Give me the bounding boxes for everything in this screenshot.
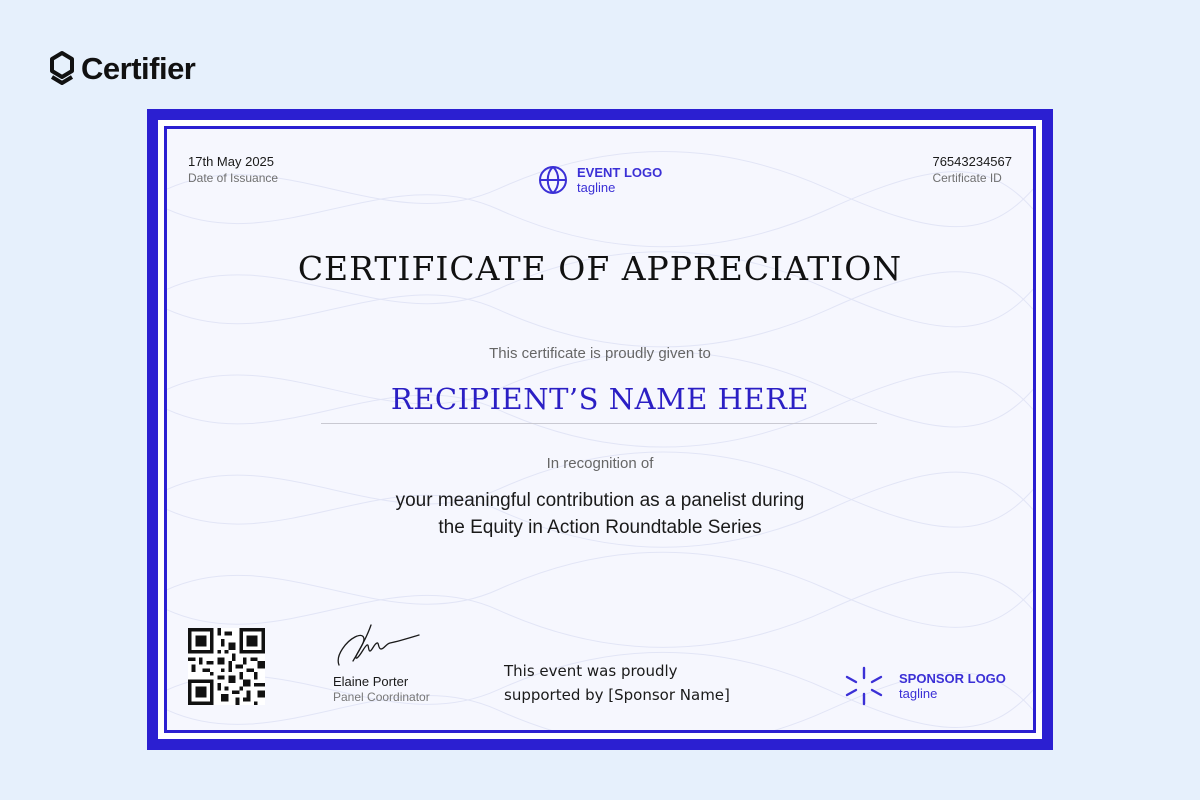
sponsor-support-text: [504, 659, 730, 707]
certificate-frame: [147, 109, 1053, 750]
certificate-id-label: Certificate ID: [932, 171, 1002, 185]
sponsor-logo-title: SPONSOR LOGO: [899, 671, 1006, 686]
event-logo-tagline: tagline: [577, 180, 616, 195]
issue-date: 17th May 2025: [188, 154, 275, 169]
starburst-icon: [843, 665, 885, 707]
certificate-id-block: [932, 154, 1012, 185]
recipient-name: RECIPIENT’S NAME HERE: [390, 382, 810, 416]
signature-image: [333, 621, 425, 671]
certificate-inner-border: [158, 120, 1042, 739]
issue-date-block: [188, 154, 278, 185]
event-logo: [537, 164, 662, 196]
certificate-body: [164, 126, 1036, 733]
qr-code-icon[interactable]: [188, 628, 265, 705]
guilloche-background-pattern: [167, 129, 1033, 730]
description-line-2: the Equity in Action Roundtable Series: [438, 517, 762, 538]
name-divider: [321, 423, 877, 424]
sponsor-logo: [843, 665, 1006, 707]
event-logo-title: EVENT LOGO: [577, 165, 663, 180]
support-line-2: supported by [Sponsor Name]: [504, 686, 730, 704]
certifier-logo-icon: [49, 50, 75, 88]
recognition-label: In recognition of: [546, 455, 654, 472]
certifier-brand: [49, 50, 195, 88]
signatory-role: Panel Coordinator: [333, 690, 430, 704]
brand-name: Certifier: [81, 51, 196, 86]
recognition-description: [167, 487, 1033, 541]
description-line-1: your meaningful contribution as a panelist during: [395, 490, 805, 511]
given-to-text: This certificate is proudly given to: [489, 345, 711, 362]
issue-date-label: Date of Issuance: [188, 171, 279, 185]
certificate-title: CERTIFICATE OF APPRECIATION: [297, 249, 903, 288]
signatory-name: Elaine Porter: [333, 674, 409, 689]
sponsor-logo-tagline: tagline: [899, 686, 938, 701]
globe-icon: [537, 164, 569, 196]
certificate-id: 76543234567: [932, 154, 1012, 169]
support-line-1: This event was proudly: [504, 662, 678, 680]
